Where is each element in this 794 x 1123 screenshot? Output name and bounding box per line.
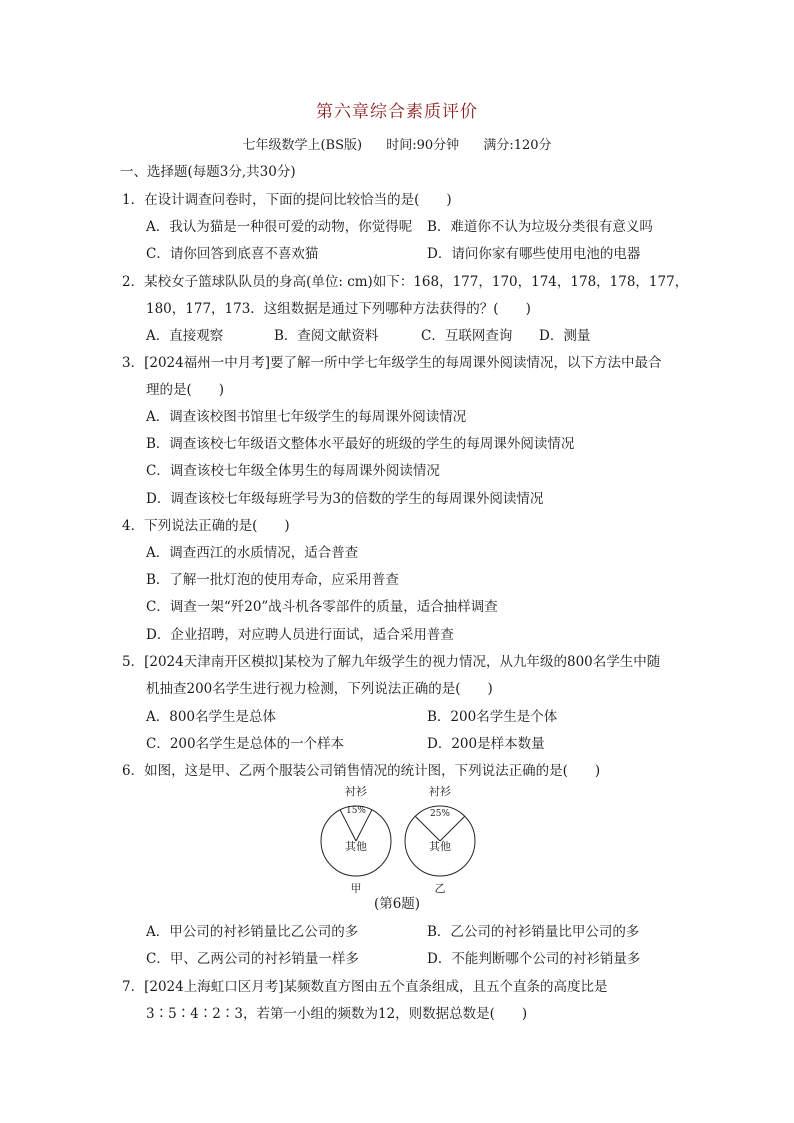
grade-label: 七年级数学上(BS版) (242, 138, 363, 153)
question-7-stem-line2: 3∶5∶4∶2∶3，若第一小组的频数为12，则数据总数是( ) (146, 1006, 528, 1022)
question-2-option-c: C．互联网查询 (421, 328, 513, 344)
figure-caption: (第6题) (373, 896, 421, 912)
question-4-option-c: C．调查一架“歼20”战斗机各零部件的质量，适合抽样调查 (146, 599, 498, 615)
question-4-option-a: A．调查西江的水质情况，适合普查 (146, 545, 359, 561)
question-5-option-b: B．200名学生是个体 (427, 709, 558, 725)
pie-chart-yi (405, 784, 475, 895)
question-4-stem: 4．下列说法正确的是( ) (122, 518, 290, 534)
question-6-option-d: D．不能判断哪个公司的衬衫销量多 (427, 951, 641, 967)
time-label: 时间:90分钟 (386, 138, 460, 153)
question-1-option-a: A．我认为猫是一种很可爱的动物，你觉得呢 (146, 219, 413, 235)
question-5-option-c: C．200名学生是总体的一个样本 (146, 736, 345, 752)
question-2-stem-line1: 2．某校女子篮球队队员的身高(单位: cm)如下：168，177，170，174，178，178，177， (122, 274, 689, 290)
page-title: 第六章综合素质评价 (316, 102, 478, 122)
question-1-stem: 1．在设计调查问卷时，下面的提问比较恰当的是( ) (122, 192, 452, 208)
question-2-option-d: D．测量 (539, 328, 591, 344)
question-7-stem-line1: 7．[2024上海虹口区月考]某频数直方图由五个直条组成，且五个直条的高度比是 (122, 979, 608, 995)
question-5-option-a: A．800名学生是总体 (146, 709, 277, 725)
question-5-stem-line1: 5．[2024天津南开区模拟]某校为了解九年级学生的视力情况，从九年级的800名学生中随 (122, 654, 661, 670)
question-5-stem-line2: 机抽查200名学生进行视力检测，下列说法正确的是( ) (146, 681, 493, 697)
question-2-option-a: A．直接观察 (146, 328, 224, 344)
question-1-option-d: D．请问你家有哪些使用电池的电器 (427, 246, 641, 262)
pie-yi-other-label: 其他 (429, 840, 451, 853)
question-6-option-b: B．乙公司的衬衫销量比甲公司的多 (427, 924, 640, 940)
question-1-option-c: C．请你回答到底喜不喜欢猫 (146, 246, 319, 262)
pie-jia-shirt-label: 衬衫 (345, 785, 367, 798)
score-label: 满分:120分 (483, 138, 552, 153)
pie-charts-figure (300, 780, 500, 910)
question-5-option-d: D．200是样本数量 (427, 736, 545, 752)
question-3-option-d: D．调查该校七年级每班学号为3的倍数的学生的每周课外阅读情况 (146, 491, 544, 507)
question-3-stem-line1: 3．[2024福州一中月考]要了解一所中学七年级学生的每周课外阅读情况，以下方法中最合 (122, 355, 662, 371)
exam-info (0, 134, 794, 153)
question-6-option-a: A．甲公司的衬衫销量比乙公司的多 (146, 924, 359, 940)
question-6-stem: 6．如图，这是甲、乙两个服装公司销售情况的统计图，下列说法正确的是( ) (122, 763, 601, 779)
question-1-option-b: B．难道你不认为垃圾分类很有意义吗 (427, 219, 653, 235)
question-3-option-c: C．调查该校七年级全体男生的每周课外阅读情况 (146, 463, 440, 479)
question-4-option-d: D．企业招聘，对应聘人员进行面试，适合采用普查 (146, 627, 454, 643)
question-3-option-b: B．调查该校七年级语文整体水平最好的班级的学生的每周课外阅读情况 (146, 436, 575, 452)
question-4-option-b: B．了解一批灯泡的使用寿命，应采用普查 (146, 572, 399, 588)
pie-chart-jia (321, 784, 391, 895)
pie-jia-shirt-percent: 15% (345, 806, 367, 816)
question-3-option-a: A．调查该校图书馆里七年级学生的每周课外阅读情况 (146, 409, 467, 425)
pie-jia-other-label: 其他 (345, 840, 367, 853)
pie-jia-name: 甲 (350, 882, 362, 895)
pie-yi-shirt-percent: 25% (429, 809, 451, 819)
pie-yi-shirt-label: 衬衫 (429, 785, 451, 798)
pie-yi-radius-end (440, 816, 465, 841)
question-3-stem-line2: 理的是( ) (146, 382, 225, 398)
pie-yi-radius-start (415, 816, 440, 841)
question-6-option-c: C．甲、乙两公司的衬衫销量一样多 (146, 951, 359, 967)
section-heading: 一、选择题(每题3分,共30分) (120, 164, 296, 180)
pie-yi-name: 乙 (434, 882, 446, 895)
question-2-option-b: B．查阅文献资料 (274, 328, 379, 344)
question-2-stem-line2: 180，177，173．这组数据是通过下列哪种方法获得的？( ) (146, 301, 531, 317)
